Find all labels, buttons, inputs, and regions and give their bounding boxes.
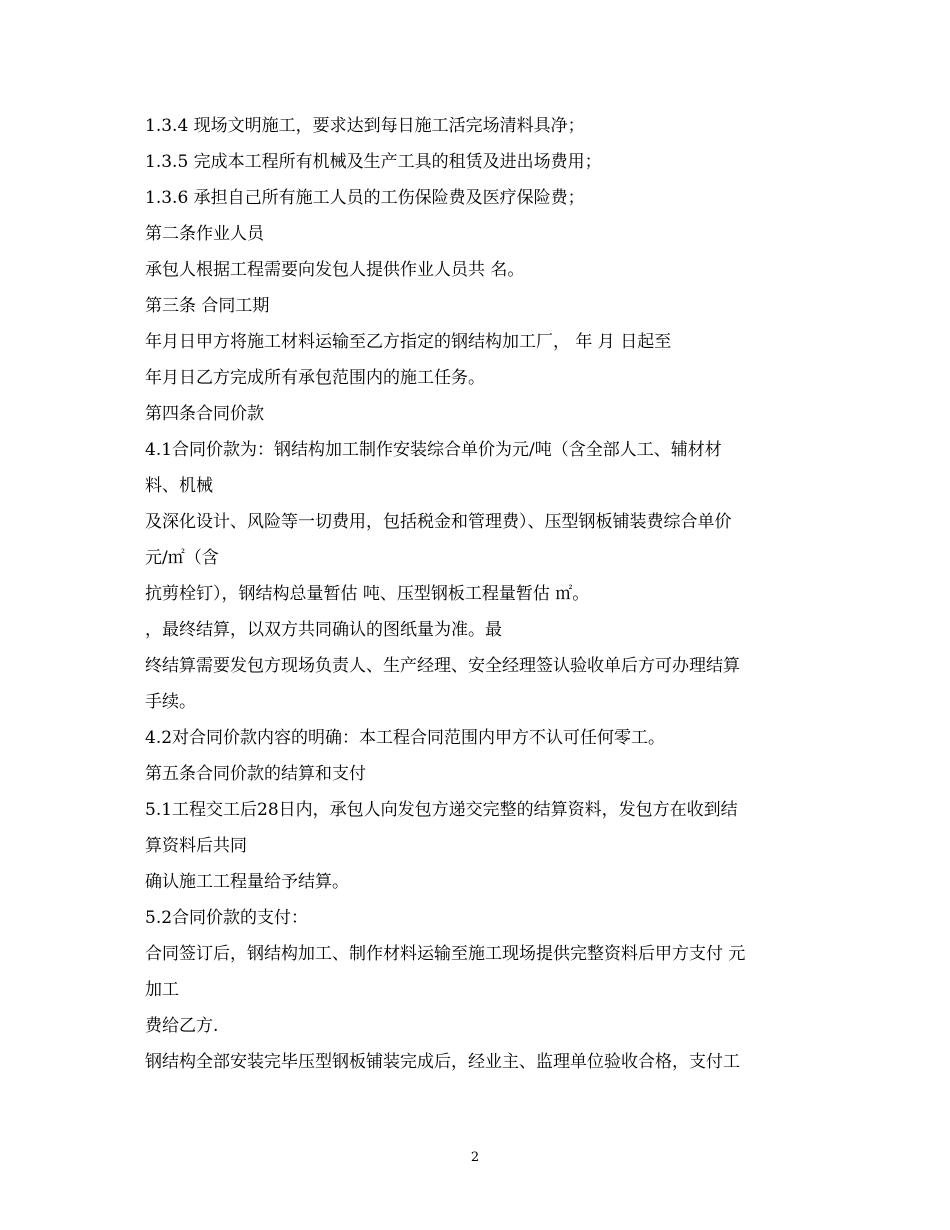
text-line: 5.1工程交工后28日内，承包人向发包方递交完整的结算资料，发包方在收到结 <box>145 800 738 820</box>
text-line: 年月日乙方完成所有承包范围内的施工任务。 <box>145 368 485 388</box>
document-body <box>145 115 810 1087</box>
section-heading: 第三条 合同工期 <box>145 296 270 316</box>
text-line: 年月日甲方将施工材料运输至乙方指定的钢结构加工厂， 年 月 日起至 <box>145 332 672 352</box>
text-line: 加工 <box>145 980 179 1000</box>
section-heading: 第五条合同价款的结算和支付 <box>145 764 366 784</box>
section-heading: 第四条合同价款 <box>145 404 264 424</box>
text-line: 元/㎡（含 <box>145 548 219 568</box>
text-line: 料、机械 <box>145 476 213 496</box>
text-line: 钢结构全部安装完毕压型钢板铺装完成后，经业主、监理单位验收合格，支付工 <box>145 1052 740 1072</box>
text-line: 抗剪栓钉），钢结构总量暂估 吨、压型钢板工程量暂估 ㎡。 <box>145 584 590 604</box>
text-line: ，最终结算，以双方共同确认的图纸量为准。最 <box>145 620 502 640</box>
text-line: 5.2合同价款的支付： <box>145 908 309 928</box>
text-line: 及深化设计、风险等一切费用，包括税金和管理费）、压型钢板铺装费综合单价 <box>145 512 732 532</box>
text-line: 1.3.4 现场文明施工，要求达到每日施工活完场清料具净； <box>145 116 585 136</box>
text-line: 费给乙方. <box>145 1016 219 1036</box>
text-line: 4.1合同价款为：钢结构加工制作安装综合单价为元/吨（含全部人工、辅材材 <box>145 440 722 460</box>
text-line: 4.2对合同价款内容的明确：本工程合同范围内甲方不认可任何零工。 <box>145 728 666 748</box>
text-line: 承包人根据工程需要向发包人提供作业人员共 名。 <box>145 260 525 280</box>
text-line: 1.3.5 完成本工程所有机械及生产工具的租赁及进出场费用； <box>145 152 602 172</box>
section-heading: 第二条作业人员 <box>145 224 264 244</box>
text-line: 1.3.6 承担自己所有施工人员的工伤保险费及医疗保险费； <box>145 188 585 208</box>
text-line: 算资料后共同 <box>145 836 247 856</box>
page-number: 2 <box>470 1150 480 1165</box>
text-line: 终结算需要发包方现场负责人、生产经理、安全经理签认验收单后方可办理结算 <box>145 656 740 676</box>
text-line: 合同签订后，钢结构加工、制作材料运输至施工现场提供完整资料后甲方支付 元 <box>145 944 746 964</box>
text-line: 确认施工工程量给予结算。 <box>145 872 349 892</box>
text-line: 手续。 <box>145 692 196 712</box>
